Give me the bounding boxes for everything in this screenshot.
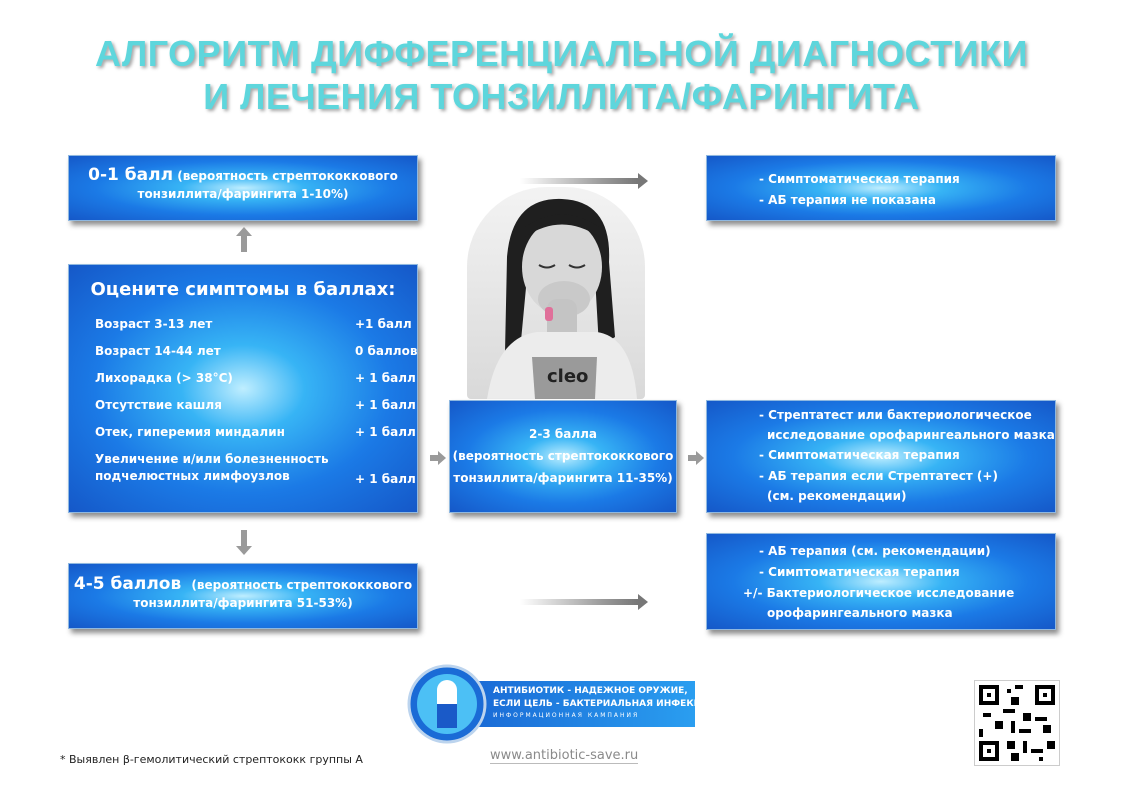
symptoms-box <box>68 264 418 513</box>
result-low-item: - Симптоматическая терапия <box>759 172 960 186</box>
result-low-box <box>706 155 1056 221</box>
symptom-row: Возраст 14-44 лет 0 баллов <box>95 344 418 358</box>
symptom-row: Отек, гиперемия миндалин + 1 балл <box>95 425 416 439</box>
result-high-item: +/- Бактериологическое исследование <box>743 586 1015 600</box>
score-mid-label: 2-3 балла <box>528 427 597 441</box>
logo-line2: ЕСЛИ ЦЕЛЬ - БАКТЕРИАЛЬНАЯ ИНФЕКЦИЯ <box>493 699 717 709</box>
arrow-right-icon <box>430 455 438 461</box>
result-mid-item: - АБ терапия если Стрептатест (+) <box>759 469 998 483</box>
footnote: * Выявлен β-гемолитический стрептококк группы А <box>60 753 363 766</box>
result-high-item: - Симптоматическая терапия <box>759 565 960 579</box>
score-mid-desc-b: тонзиллита/фарингита 11-35%) <box>453 471 673 485</box>
capsule-shield-icon <box>407 664 487 744</box>
arrow-up-icon <box>241 236 247 252</box>
score-mid-box <box>449 400 677 513</box>
logo-line1: АНТИБИОТИК - НАДЕЖНОЕ ОРУЖИЕ, <box>493 686 688 696</box>
arrow-down-icon <box>241 530 247 546</box>
result-mid-item: - Стрептатест или бактериологическое <box>759 408 1032 422</box>
qr-code[interactable] <box>974 680 1060 766</box>
qr-code-icon <box>975 681 1059 765</box>
symptom-row: Лихорадка (> 38°C) + 1 балл <box>95 371 416 385</box>
score-low-label: 0-1 балл <box>88 165 174 185</box>
symptoms-heading: Оцените симптомы в баллах: <box>90 279 396 300</box>
result-mid-item: - Симптоматическая терапия <box>759 448 960 462</box>
website-link[interactable]: www.antibiotic-save.ru <box>490 748 639 763</box>
score-high-box <box>68 563 418 629</box>
result-mid-item: (см. рекомендации) <box>767 489 907 503</box>
score-low-desc-b: тонзиллита/фарингита 1-10%) <box>137 187 349 201</box>
score-high-label: 4-5 баллов <box>73 574 182 594</box>
result-high-box <box>706 533 1056 630</box>
child-coughing-photo <box>467 187 645 399</box>
symptom-row: Увеличение и/или болезненность подчелюстных лимфоузлов + 1 балл <box>95 452 416 486</box>
arrow-right-icon <box>520 599 638 605</box>
symptom-row: Возраст 3-13 лет +1 балл <box>95 317 412 331</box>
score-low-desc-a: (вероятность стрептококкового <box>177 169 398 183</box>
score-mid-desc-a: (вероятность стрептококкового <box>452 449 674 463</box>
arrow-right-icon <box>688 455 696 461</box>
logo-line3: ИНФОРМАЦИОННАЯ КАМПАНИЯ <box>493 712 640 719</box>
symptom-row: Отсутствие кашля + 1 балл <box>95 398 416 412</box>
result-low-item: - АБ терапия не показана <box>759 193 936 207</box>
campaign-logo <box>407 664 717 744</box>
score-high-desc-a: (вероятность стрептококкового <box>191 578 413 592</box>
score-low-box <box>68 155 418 221</box>
child-illustration <box>467 187 645 399</box>
score-high-desc-b: тонзиллита/фарингита 51-53%) <box>133 596 353 610</box>
arrow-right-icon <box>520 178 638 184</box>
shirt-text: cleo <box>547 366 589 387</box>
result-high-item: орофарингеального мазка <box>767 606 953 620</box>
page-title-line1: АЛГОРИТМ ДИФФЕРЕНЦИАЛЬНОЙ ДИАГНОСТИКИ <box>95 33 1028 74</box>
result-mid-box <box>706 400 1056 513</box>
result-mid-item: исследование орофарингеального мазка <box>767 428 1055 442</box>
result-high-item: - АБ терапия (см. рекомендации) <box>759 544 991 558</box>
page-title-line2: И ЛЕЧЕНИЯ ТОНЗИЛЛИТА/ФАРИНГИТА <box>203 76 920 117</box>
